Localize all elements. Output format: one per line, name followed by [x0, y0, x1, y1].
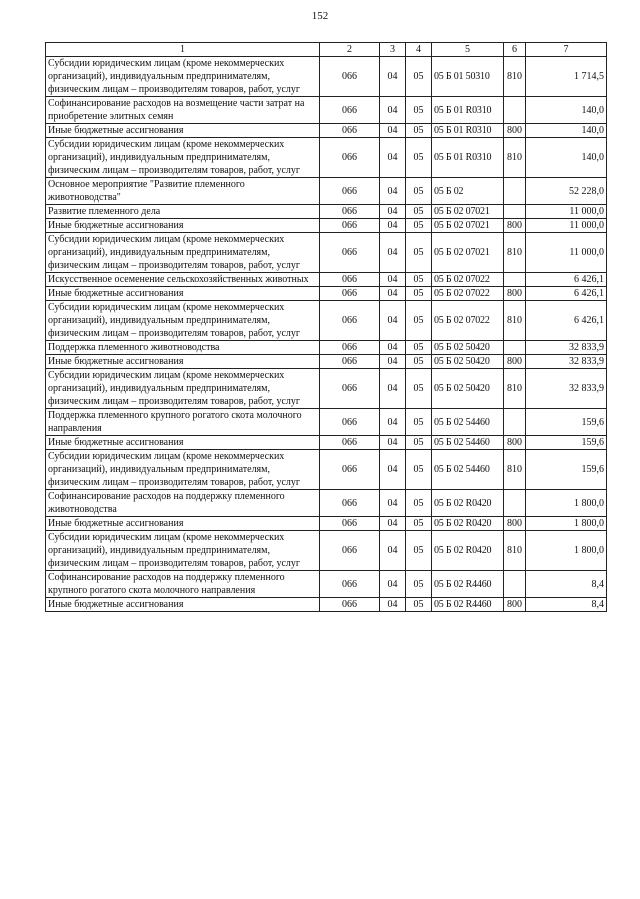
row-target-article: 05 Б 02 50420 — [432, 369, 504, 409]
row-name: Иные бюджетные ассигнования — [46, 124, 320, 138]
row-amount: 159,6 — [526, 436, 607, 450]
row-expense-type: 810 — [504, 301, 526, 341]
row-target-article: 05 Б 02 R0420 — [432, 531, 504, 571]
row-amount: 140,0 — [526, 97, 607, 124]
row-section: 04 — [380, 571, 406, 598]
row-section: 04 — [380, 124, 406, 138]
row-subsection: 05 — [406, 273, 432, 287]
header-col-1: 1 — [46, 43, 320, 57]
row-ministry-code: 066 — [320, 219, 380, 233]
row-name: Развитие племенного дела — [46, 205, 320, 219]
row-name: Субсидии юридическим лицам (кроме некоммерческих организаций), индивидуальным предпринимателям, физическим лицам – производителям товаров, работ, услуг — [46, 450, 320, 490]
row-amount: 159,6 — [526, 450, 607, 490]
row-subsection: 05 — [406, 205, 432, 219]
row-expense-type: 800 — [504, 219, 526, 233]
row-ministry-code: 066 — [320, 178, 380, 205]
row-ministry-code: 066 — [320, 409, 380, 436]
row-ministry-code: 066 — [320, 287, 380, 301]
table-row — [46, 138, 607, 178]
row-expense-type: 810 — [504, 450, 526, 490]
row-ministry-code: 066 — [320, 490, 380, 517]
row-ministry-code: 066 — [320, 138, 380, 178]
row-ministry-code: 066 — [320, 124, 380, 138]
row-subsection: 05 — [406, 138, 432, 178]
row-expense-type: 810 — [504, 233, 526, 273]
table-row — [46, 531, 607, 571]
table-row — [46, 450, 607, 490]
row-target-article: 05 Б 02 R0420 — [432, 490, 504, 517]
row-amount: 11 000,0 — [526, 219, 607, 233]
row-amount: 11 000,0 — [526, 205, 607, 219]
row-expense-type — [504, 341, 526, 355]
row-ministry-code: 066 — [320, 205, 380, 219]
row-amount: 1 800,0 — [526, 531, 607, 571]
row-subsection: 05 — [406, 450, 432, 490]
row-subsection: 05 — [406, 178, 432, 205]
header-col-6: 6 — [504, 43, 526, 57]
row-section: 04 — [380, 409, 406, 436]
row-target-article: 05 Б 01 50310 — [432, 57, 504, 97]
row-section: 04 — [380, 57, 406, 97]
row-ministry-code: 066 — [320, 571, 380, 598]
row-section: 04 — [380, 517, 406, 531]
row-name: Иные бюджетные ассигнования — [46, 598, 320, 612]
row-name: Поддержка племенного животноводства — [46, 341, 320, 355]
row-amount: 140,0 — [526, 124, 607, 138]
row-subsection: 05 — [406, 369, 432, 409]
row-name: Искусственное осеменение сельскохозяйственных животных — [46, 273, 320, 287]
row-subsection: 05 — [406, 97, 432, 124]
row-expense-type — [504, 273, 526, 287]
row-target-article: 05 Б 02 07022 — [432, 273, 504, 287]
row-section: 04 — [380, 301, 406, 341]
row-amount: 6 426,1 — [526, 301, 607, 341]
row-section: 04 — [380, 273, 406, 287]
row-expense-type — [504, 178, 526, 205]
row-target-article: 05 Б 01 R0310 — [432, 124, 504, 138]
row-section: 04 — [380, 138, 406, 178]
row-subsection: 05 — [406, 531, 432, 571]
row-section: 04 — [380, 531, 406, 571]
row-ministry-code: 066 — [320, 97, 380, 124]
row-expense-type: 810 — [504, 531, 526, 571]
row-subsection: 05 — [406, 341, 432, 355]
row-target-article: 05 Б 02 R0420 — [432, 517, 504, 531]
row-section: 04 — [380, 598, 406, 612]
row-subsection: 05 — [406, 57, 432, 97]
table-row — [46, 205, 607, 219]
table-row — [46, 287, 607, 301]
row-amount: 52 228,0 — [526, 178, 607, 205]
row-subsection: 05 — [406, 301, 432, 341]
row-target-article: 05 Б 02 54460 — [432, 409, 504, 436]
row-ministry-code: 066 — [320, 57, 380, 97]
row-ministry-code: 066 — [320, 355, 380, 369]
row-amount: 8,4 — [526, 598, 607, 612]
row-name: Иные бюджетные ассигнования — [46, 436, 320, 450]
table-body — [46, 57, 607, 612]
row-subsection: 05 — [406, 409, 432, 436]
row-expense-type: 800 — [504, 124, 526, 138]
row-target-article: 05 Б 02 07021 — [432, 205, 504, 219]
row-name: Иные бюджетные ассигнования — [46, 219, 320, 233]
table-row — [46, 124, 607, 138]
row-name: Софинансирование расходов на поддержку племенного крупного рогатого скота молочного направления — [46, 571, 320, 598]
row-expense-type: 800 — [504, 436, 526, 450]
table-row — [46, 369, 607, 409]
row-section: 04 — [380, 450, 406, 490]
row-ministry-code: 066 — [320, 369, 380, 409]
table-row — [46, 97, 607, 124]
row-section: 04 — [380, 341, 406, 355]
row-name: Иные бюджетные ассигнования — [46, 287, 320, 301]
row-amount: 159,6 — [526, 409, 607, 436]
page-number: 152 — [311, 10, 329, 22]
row-amount: 1 714,5 — [526, 57, 607, 97]
row-amount: 1 800,0 — [526, 490, 607, 517]
row-expense-type — [504, 97, 526, 124]
row-expense-type: 800 — [504, 598, 526, 612]
row-ministry-code: 066 — [320, 450, 380, 490]
table-row — [46, 301, 607, 341]
row-target-article: 05 Б 02 54460 — [432, 436, 504, 450]
row-ministry-code: 066 — [320, 301, 380, 341]
row-expense-type: 810 — [504, 138, 526, 178]
row-target-article: 05 Б 01 R0310 — [432, 138, 504, 178]
row-subsection: 05 — [406, 219, 432, 233]
row-expense-type — [504, 571, 526, 598]
row-expense-type: 810 — [504, 57, 526, 97]
row-target-article: 05 Б 01 R0310 — [432, 97, 504, 124]
table-row — [46, 273, 607, 287]
table-row — [46, 409, 607, 436]
row-subsection: 05 — [406, 490, 432, 517]
row-expense-type — [504, 409, 526, 436]
row-ministry-code: 066 — [320, 517, 380, 531]
row-subsection: 05 — [406, 233, 432, 273]
row-section: 04 — [380, 287, 406, 301]
table-row — [46, 598, 607, 612]
row-ministry-code: 066 — [320, 436, 380, 450]
table-row — [46, 233, 607, 273]
row-name: Субсидии юридическим лицам (кроме некоммерческих организаций), индивидуальным предпринимателям, физическим лицам – производителям товаров, работ, услуг — [46, 138, 320, 178]
row-target-article: 05 Б 02 07022 — [432, 287, 504, 301]
row-ministry-code: 066 — [320, 598, 380, 612]
table-row — [46, 355, 607, 369]
row-name: Софинансирование расходов на поддержку племенного животноводства — [46, 490, 320, 517]
row-amount: 8,4 — [526, 571, 607, 598]
header-col-2: 2 — [320, 43, 380, 57]
row-target-article: 05 Б 02 07021 — [432, 233, 504, 273]
row-section: 04 — [380, 490, 406, 517]
row-section: 04 — [380, 97, 406, 124]
row-section: 04 — [380, 436, 406, 450]
row-ministry-code: 066 — [320, 233, 380, 273]
row-amount: 11 000,0 — [526, 233, 607, 273]
row-amount: 6 426,1 — [526, 287, 607, 301]
row-name: Субсидии юридическим лицам (кроме некоммерческих организаций), индивидуальным предпринимателям, физическим лицам – производителям товаров, работ, услуг — [46, 531, 320, 571]
row-name: Субсидии юридическим лицам (кроме некоммерческих организаций), индивидуальным предпринимателям, физическим лицам – производителям товаров, работ, услуг — [46, 301, 320, 341]
row-target-article: 05 Б 02 R4460 — [432, 598, 504, 612]
row-target-article: 05 Б 02 R4460 — [432, 571, 504, 598]
row-section: 04 — [380, 355, 406, 369]
row-section: 04 — [380, 233, 406, 273]
row-expense-type: 810 — [504, 369, 526, 409]
row-name: Иные бюджетные ассигнования — [46, 355, 320, 369]
row-name: Софинансирование расходов на возмещение части затрат на приобретение элитных семян — [46, 97, 320, 124]
header-col-5: 5 — [432, 43, 504, 57]
header-col-4: 4 — [406, 43, 432, 57]
row-target-article: 05 Б 02 50420 — [432, 355, 504, 369]
row-subsection: 05 — [406, 355, 432, 369]
header-row — [46, 43, 607, 57]
row-expense-type — [504, 205, 526, 219]
row-subsection: 05 — [406, 124, 432, 138]
row-section: 04 — [380, 178, 406, 205]
row-subsection: 05 — [406, 287, 432, 301]
row-target-article: 05 Б 02 50420 — [432, 341, 504, 355]
row-amount: 32 833,9 — [526, 341, 607, 355]
table-row — [46, 436, 607, 450]
header-col-3: 3 — [380, 43, 406, 57]
row-name: Субсидии юридическим лицам (кроме некоммерческих организаций), индивидуальным предпринимателям, физическим лицам – производителям товаров, работ, услуг — [46, 57, 320, 97]
row-section: 04 — [380, 369, 406, 409]
table-row — [46, 490, 607, 517]
row-expense-type — [504, 490, 526, 517]
row-name: Основное мероприятие "Развитие племенного животноводства" — [46, 178, 320, 205]
row-name: Иные бюджетные ассигнования — [46, 517, 320, 531]
row-target-article: 05 Б 02 54460 — [432, 450, 504, 490]
row-target-article: 05 Б 02 07022 — [432, 301, 504, 341]
row-subsection: 05 — [406, 517, 432, 531]
row-ministry-code: 066 — [320, 531, 380, 571]
row-subsection: 05 — [406, 436, 432, 450]
row-amount: 6 426,1 — [526, 273, 607, 287]
row-target-article: 05 Б 02 07021 — [432, 219, 504, 233]
row-expense-type: 800 — [504, 517, 526, 531]
row-name: Субсидии юридическим лицам (кроме некоммерческих организаций), индивидуальным предпринимателям, физическим лицам – производителям товаров, работ, услуг — [46, 233, 320, 273]
row-section: 04 — [380, 205, 406, 219]
row-subsection: 05 — [406, 571, 432, 598]
row-amount: 32 833,9 — [526, 355, 607, 369]
row-section: 04 — [380, 219, 406, 233]
budget-table — [45, 42, 607, 612]
row-amount: 140,0 — [526, 138, 607, 178]
row-expense-type: 800 — [504, 355, 526, 369]
row-ministry-code: 066 — [320, 341, 380, 355]
row-amount: 1 800,0 — [526, 517, 607, 531]
header-col-7: 7 — [526, 43, 607, 57]
table-row — [46, 517, 607, 531]
row-amount: 32 833,9 — [526, 369, 607, 409]
row-name: Субсидии юридическим лицам (кроме некоммерческих организаций), индивидуальным предпринимателям, физическим лицам – производителям товаров, работ, услуг — [46, 369, 320, 409]
table-row — [46, 571, 607, 598]
row-expense-type: 800 — [504, 287, 526, 301]
table-row — [46, 57, 607, 97]
row-subsection: 05 — [406, 598, 432, 612]
table-row — [46, 341, 607, 355]
table-row — [46, 219, 607, 233]
table-row — [46, 178, 607, 205]
row-ministry-code: 066 — [320, 273, 380, 287]
row-target-article: 05 Б 02 — [432, 178, 504, 205]
row-name: Поддержка племенного крупного рогатого скота молочного направления — [46, 409, 320, 436]
